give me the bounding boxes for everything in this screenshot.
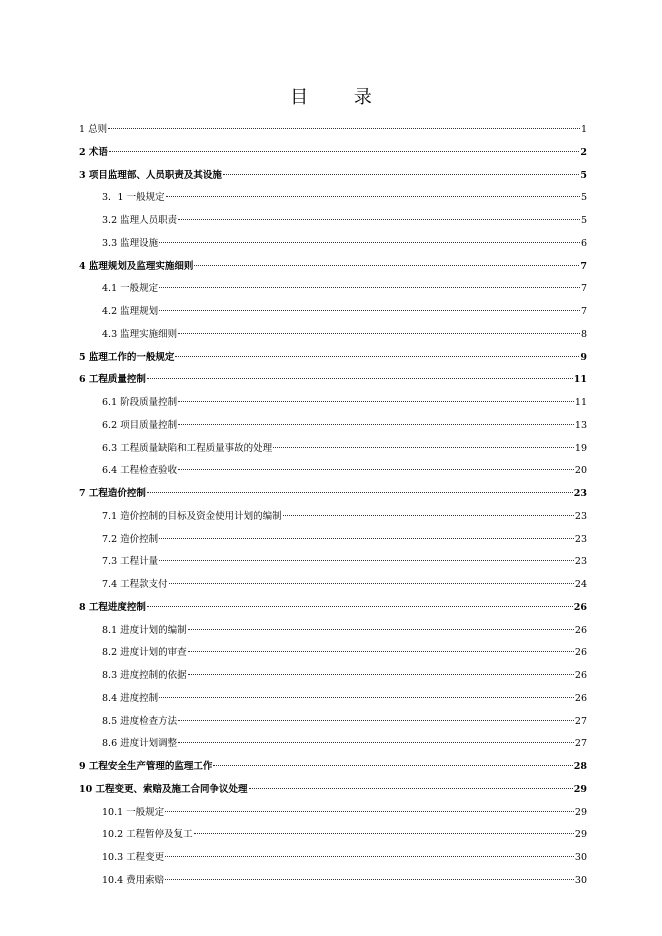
toc-entry-page-number: 5	[580, 215, 587, 226]
toc-leader-dots	[159, 242, 580, 243]
toc-leader-dots	[109, 151, 579, 152]
toc-entry-label: 8.3 进度控制的依据	[102, 670, 187, 681]
toc-entry-label: 10.4 费用索赔	[102, 874, 165, 886]
toc-entry-page-number: 13	[574, 419, 587, 431]
toc-leader-dots	[159, 697, 574, 698]
toc-leader-dots	[273, 447, 574, 448]
toc-entry-page-number: 19	[574, 442, 587, 454]
toc-leader-dots	[159, 310, 580, 311]
toc-entry-label: 5 监理工作的一般规定	[79, 351, 175, 363]
toc-entry[interactable]	[102, 711, 587, 733]
toc-entry-label: 9 工程安全生产管理的监理工作	[79, 761, 213, 772]
toc-entry[interactable]	[102, 665, 587, 687]
toc-entry-label: 6.3 工程质量缺陷和工程质量事故的处理	[102, 442, 273, 454]
toc-entry-page-number: 7	[580, 260, 587, 272]
toc-entry[interactable]	[102, 438, 587, 460]
toc-leader-dots	[249, 788, 573, 789]
toc-entry-page-number: 11	[574, 397, 587, 408]
toc-entry-label: 10.1 一般规定	[102, 806, 165, 818]
toc-entry-page-number: 27	[574, 738, 587, 750]
toc-entry-page-number: 1	[580, 124, 587, 135]
toc-entry[interactable]	[102, 688, 587, 710]
toc-entry[interactable]	[79, 165, 587, 187]
toc-leader-dots	[178, 219, 580, 220]
toc-entry-label: 7 工程造价控制	[79, 488, 146, 499]
toc-entry-page-number: 26	[574, 647, 587, 659]
toc-entry[interactable]	[79, 756, 587, 778]
toc-entry[interactable]	[102, 392, 587, 414]
toc-entry-page-number: 7	[580, 306, 587, 317]
toc-entry-label: 8.1 进度计划的编制	[102, 624, 187, 636]
toc-entry[interactable]	[102, 870, 587, 892]
toc-entry-page-number: 28	[573, 761, 587, 772]
toc-entry[interactable]	[102, 847, 587, 869]
toc-entry-page-number: 9	[580, 351, 587, 363]
toc-entry[interactable]	[102, 278, 587, 300]
toc-entry[interactable]	[79, 119, 587, 141]
toc-entry-page-number: 29	[574, 829, 587, 841]
toc-leader-dots	[178, 720, 574, 721]
toc-entry[interactable]	[102, 802, 587, 824]
toc-entry-label: 10.2 工程暂停及复工	[102, 829, 193, 841]
toc-leader-dots	[223, 174, 579, 175]
toc-entry[interactable]	[79, 483, 587, 505]
toc-entry[interactable]	[79, 347, 587, 369]
toc-entry-page-number: 2	[580, 146, 587, 158]
toc-entry[interactable]	[79, 142, 587, 164]
toc-entry-page-number: 30	[574, 852, 587, 863]
toc-entry-label: 7.3 工程计量	[102, 556, 159, 568]
toc-entry[interactable]	[102, 460, 587, 482]
toc-entry-page-number: 23	[574, 556, 587, 568]
toc-entry-page-number: 7	[580, 283, 587, 295]
toc-leader-dots	[166, 196, 580, 197]
toc-leader-dots	[175, 356, 579, 357]
toc-entry[interactable]	[102, 301, 587, 323]
toc-leader-dots	[147, 492, 573, 493]
toc-leader-dots	[159, 560, 574, 561]
toc-entry-page-number: 24	[574, 579, 587, 590]
toc-entry-label: 4.1 一般规定	[102, 283, 159, 295]
toc-entry-page-number: 27	[574, 715, 587, 727]
toc-entry-page-number: 30	[574, 874, 587, 886]
toc-entry-page-number: 23	[574, 533, 587, 545]
toc-leader-dots	[178, 469, 574, 470]
toc-leader-dots	[159, 287, 580, 288]
toc-leader-dots	[178, 742, 574, 743]
toc-entry-page-number: 29	[574, 806, 587, 818]
toc-leader-dots	[194, 265, 579, 266]
toc-entry-label: 3．1 一般规定	[102, 192, 165, 204]
toc-entry-page-number: 8	[580, 328, 587, 340]
toc-entry[interactable]	[102, 733, 587, 755]
toc-entry-label: 7.4 工程款支付	[102, 579, 168, 590]
toc-entry-label: 6 工程质量控制	[79, 374, 146, 386]
toc-leader-dots	[178, 401, 574, 402]
toc-entry-label: 8.5 进度检查方法	[102, 715, 178, 727]
toc-entry[interactable]	[102, 324, 587, 346]
toc-entry-label: 3.3 监理设施	[102, 237, 159, 249]
toc-entry-label: 4 监理规划及监理实施细则	[79, 260, 194, 272]
toc-entry[interactable]	[79, 597, 587, 619]
toc-entry-page-number: 26	[573, 601, 587, 613]
toc-entry-label: 8.4 进度控制	[102, 692, 159, 704]
toc-entry-page-number: 23	[573, 488, 587, 499]
toc-leader-dots	[147, 606, 573, 607]
toc-entry[interactable]	[102, 506, 587, 528]
toc-entry-page-number: 5	[580, 192, 587, 204]
toc-entry-label: 8.2 进度计划的审查	[102, 647, 187, 659]
toc-entry-label: 3 项目监理部、人员职责及其设施	[79, 169, 222, 181]
toc-leader-dots	[159, 538, 574, 539]
toc-entry-page-number: 23	[574, 510, 587, 522]
toc-entry-page-number: 11	[573, 374, 587, 386]
toc-entry-page-number: 6	[580, 237, 587, 249]
toc-entry[interactable]	[102, 210, 587, 232]
toc-entry[interactable]	[102, 187, 587, 209]
toc-entry-label: 7.2 造价控制	[102, 533, 159, 545]
page-title: 目 录	[290, 87, 392, 108]
toc-entry[interactable]	[102, 824, 587, 846]
toc-entry[interactable]	[79, 779, 587, 801]
toc-leader-dots	[194, 833, 574, 834]
toc-entry-label: 3.2 监理人员职责	[102, 215, 178, 226]
toc-entry-page-number: 29	[573, 783, 587, 795]
toc-entry-page-number: 5	[580, 169, 587, 181]
toc-entry-label: 1 总则	[79, 124, 108, 135]
toc-entry-label: 6.4 工程检查验收	[102, 465, 178, 477]
toc-entry-label: 4.3 监理实施细则	[102, 328, 178, 340]
toc-entry-page-number: 26	[574, 670, 587, 681]
toc-leader-dots	[188, 629, 574, 630]
toc-leader-dots	[147, 378, 573, 379]
toc-entry-label: 6.1 阶段质量控制	[102, 397, 178, 408]
toc-entry[interactable]	[102, 620, 587, 642]
toc-entry[interactable]	[102, 529, 587, 551]
toc-entry-label: 7.1 造价控制的目标及资金使用计划的编制	[102, 510, 282, 522]
toc-entry-label: 8.6 进度计划调整	[102, 738, 178, 750]
toc-entry[interactable]	[79, 369, 587, 391]
toc-entry[interactable]	[102, 642, 587, 664]
toc-entry-page-number: 20	[574, 465, 587, 477]
toc-entry-page-number: 26	[574, 624, 587, 636]
toc-leader-dots	[283, 515, 574, 516]
toc-entry-label: 6.2 项目质量控制	[102, 419, 178, 431]
toc-entry-label: 2 术语	[79, 146, 108, 158]
toc-entry[interactable]	[102, 551, 587, 573]
toc-entry[interactable]	[79, 256, 587, 278]
toc-leader-dots	[188, 651, 574, 652]
toc-leader-dots	[165, 856, 574, 857]
toc-entry[interactable]	[102, 574, 587, 596]
toc-entry[interactable]	[102, 233, 587, 255]
toc-leader-dots	[188, 674, 574, 675]
toc-leader-dots	[165, 811, 574, 812]
toc-leader-dots	[169, 583, 574, 584]
toc-entry-label: 10 工程变更、索赔及施工合同争议处理	[79, 783, 248, 795]
toc-leader-dots	[178, 333, 580, 334]
toc-entry-page-number: 26	[574, 692, 587, 704]
toc-leader-dots	[165, 879, 574, 880]
toc-entry-label: 8 工程进度控制	[79, 601, 146, 613]
toc-entry-label: 10.3 工程变更	[102, 852, 165, 863]
toc-leader-dots	[213, 765, 572, 766]
toc-entry[interactable]	[102, 415, 587, 437]
toc-entry-label: 4.2 监理规划	[102, 306, 159, 317]
toc-leader-dots	[108, 128, 580, 129]
toc-leader-dots	[178, 424, 574, 425]
